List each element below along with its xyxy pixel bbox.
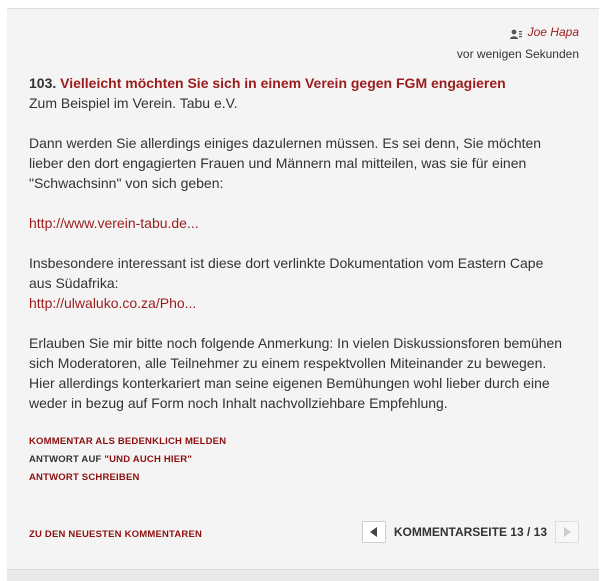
comment-body	[29, 73, 569, 413]
comment-paragraph-3: Insbesondere interessant ist diese dort verlinkte Dokumentation vom Eastern Cape aus Südafrika:	[29, 255, 544, 291]
comment-actions	[29, 433, 226, 487]
comment-number: 103.	[29, 75, 57, 91]
chevron-left-icon	[370, 527, 378, 537]
comment-paragraph-2: Dann werden Sie allerdings einiges dazulernen müssen. Es sei denn, Sie möchten lieber den dort engagierten Frauen und Männern mal mitteilen, was sie für einen "Schwachsinn" von sich geben:	[29, 135, 542, 191]
author-name[interactable]: Joe Hapa	[527, 25, 579, 39]
reply-to-label: ANTWORT AUF	[29, 454, 105, 465]
author-row	[457, 23, 579, 41]
external-link-verein-tabu[interactable]: http://www.verein-tabu.de...	[29, 215, 199, 231]
comment-meta	[457, 23, 579, 63]
write-reply-link[interactable]: ANTWORT SCHREIBEN	[29, 472, 140, 483]
pager-label: KOMMENTARSEITE 13 / 13	[393, 525, 547, 539]
next-comment-edge	[7, 569, 599, 581]
comment-timestamp: vor wenigen Sekunden	[456, 47, 579, 61]
reply-to-target-link[interactable]: "UND AUCH HIER"	[104, 454, 193, 465]
chevron-right-icon	[563, 527, 571, 537]
comment-pager	[362, 521, 579, 543]
newest-comments-link[interactable]: ZU DEN NEUESTEN KOMMENTAREN	[29, 529, 203, 540]
comment-paragraph-1: Zum Beispiel im Verein. Tabu e.V.	[29, 95, 238, 111]
next-page-button[interactable]	[555, 521, 579, 543]
external-link-ulwaluko[interactable]: http://ulwaluko.co.za/Pho...	[29, 295, 197, 311]
report-comment-link[interactable]: KOMMENTAR ALS BEDENKLICH MELDEN	[29, 436, 227, 447]
comment-title-line	[29, 73, 569, 93]
comment-card	[7, 8, 599, 570]
comment-paragraph-4: Erlauben Sie mir bitte noch folgende Anmerkung: In vielen Diskussionsforen bemühen sich Moderatoren, alle Teilnehmer zu einem respektvollen Miteinander zu bewegen. Hier allerdings konterkariert man seine eigenen Bemühungen wohl lieber durch eine weder in bezug auf Form noch Inhalt nachvollziehbare Empfehlung.	[29, 335, 563, 411]
comment-title[interactable]: Vielleicht möchten Sie sich in einem Verein gegen FGM engagieren	[60, 75, 506, 91]
reply-to-line	[29, 451, 226, 469]
user-icon	[510, 27, 522, 38]
previous-page-button[interactable]	[362, 521, 386, 543]
